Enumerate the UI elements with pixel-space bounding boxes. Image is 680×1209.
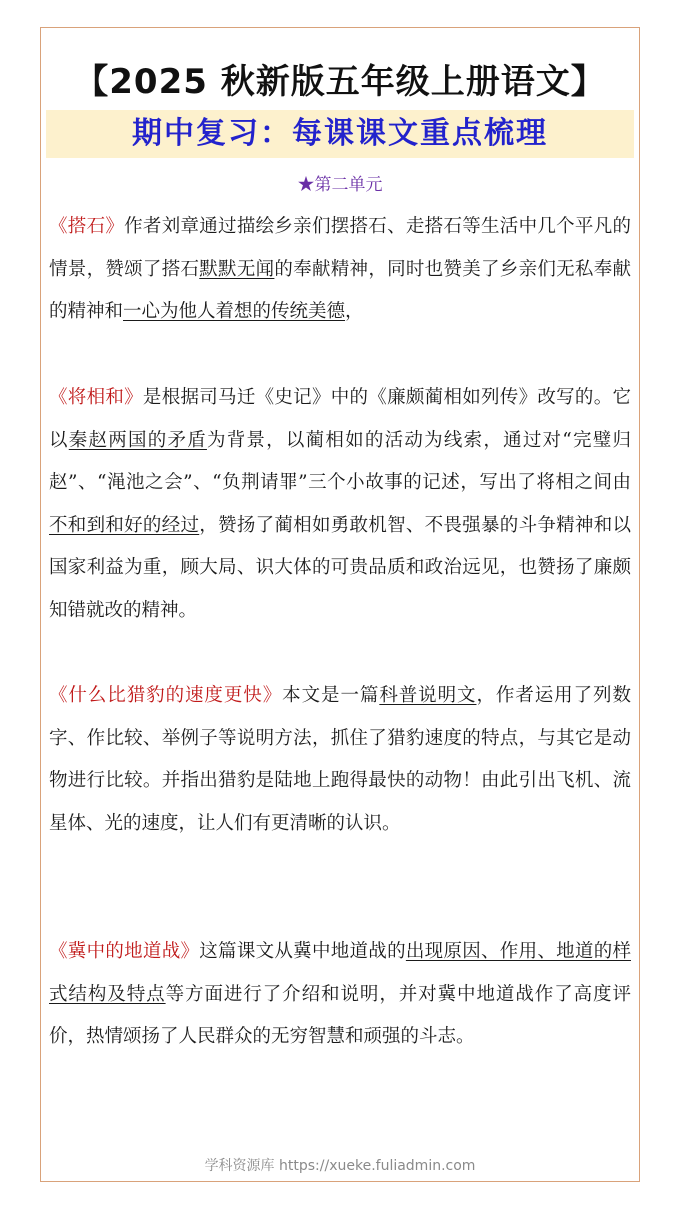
lesson-title: 《将相和》 <box>49 387 143 408</box>
summary-text: ， <box>345 301 364 322</box>
key-phrase: 出现原因、作用、地道的样式结构及特点 <box>49 941 631 1005</box>
key-phrase: 不和到和好的经过 <box>49 514 200 536</box>
lesson-title: 《冀中的地道战》 <box>49 941 200 962</box>
summary-text: 本文是一篇 <box>282 685 380 706</box>
summary-text: 为背景，以蔺相如的活动为线索，通过对“完璧归赵”、“渑池之会”、“负荆请罪”三个小故事的记述，写出了将相之间由 <box>49 429 631 493</box>
unit-heading: ★第二单元 <box>297 175 383 195</box>
summary-text: 是根据司马迁《史记》中的《廉颇蔺相如列传》改写的。它以 <box>49 387 631 451</box>
key-phrase: 默默无闻 <box>199 258 275 280</box>
lesson-summary-liebao <box>49 675 631 845</box>
lesson-title: 《什么比猎豹的速度更快》 <box>49 685 283 706</box>
key-phrase: 秦赵两国的矛盾 <box>68 429 207 451</box>
lesson-summary-didaozhan <box>49 931 631 1059</box>
lesson-summary-jiangxianghe <box>49 377 631 632</box>
summary-text: ，赞扬了蔺相如勇敢机智、不畏强暴的斗争精神和以国家利益为重，顾大局、识大体的可贵品质和政治远见，也赞扬了廉颇知错就改的精神。 <box>49 514 631 621</box>
summary-text: 等方面进行了介绍和说明，并对冀中地道战作了高度评价，热情颂扬了人民群众的无穷智慧和顽强的斗志。 <box>49 983 631 1047</box>
page-title: 【2025 秋新版五年级上册语文】 <box>74 62 606 102</box>
summary-text: 的奉献精神，同时也赞美了乡亲们无私奉献的精神和 <box>49 258 631 322</box>
page-subtitle: 期中复习：每课课文重点梳理 <box>46 110 634 158</box>
key-phrase: 一心为他人着想的传统美德 <box>123 301 346 322</box>
lesson-title: 《搭石》 <box>49 216 125 237</box>
summary-text: 作者刘章通过描绘乡亲们摆搭石、走搭石等生活中几个平凡的情景，赞颂了搭石 <box>49 216 631 280</box>
summary-text: ，作者运用了列数字、作比较、举例子等说明方法，抓住了猎豹速度的特点，与其它是动物进行比较。并指出猎豹是陆地上跑得最快的动物！由此引出飞机、流星体、光的速度，让人们有更清晰的认识。 <box>49 685 631 834</box>
footer-source: 学科资源库 https://xueke.fuliadmin.com <box>204 1158 476 1174</box>
lesson-summary-dashi <box>49 206 631 334</box>
key-phrase: 科普说明文 <box>379 685 477 706</box>
summary-text: 这篇课文从冀中地道战的 <box>199 941 406 962</box>
